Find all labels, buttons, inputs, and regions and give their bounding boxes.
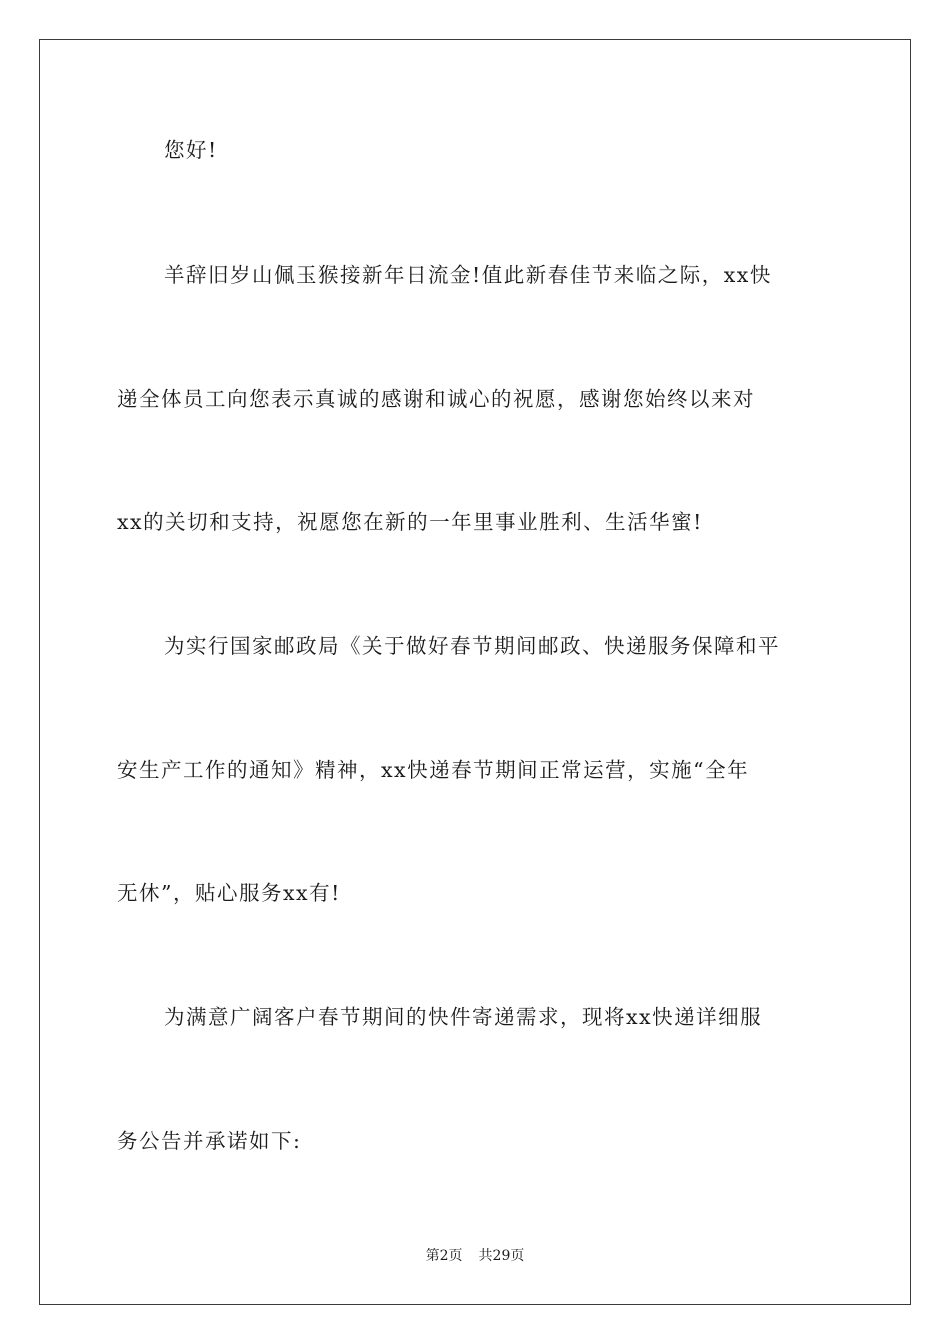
page-frame	[39, 39, 911, 1305]
paragraph-2-line-3: 无休”，贴心服务xx有!	[117, 881, 341, 905]
paragraph-2-line-1: 为实行国家邮政局《关于做好春节期间邮政、快递服务保障和平	[164, 634, 780, 658]
paragraph-3-line-1: 为满意广阔客户春节期间的快件寄递需求，现将xx快递详细服	[164, 1005, 763, 1029]
paragraph-1-line-2: 递全体员工向您表示真诚的感谢和诚心的祝愿，感谢您始终以来对	[117, 387, 755, 411]
page-total: 共29页	[478, 1248, 525, 1264]
paragraph-1-line-3: xx的关切和支持，祝愿您在新的一年里事业胜利、生活华蜜!	[117, 510, 703, 534]
paragraph-1-line-1: 羊辞旧岁山佩玉猴接新年日流金!值此新春佳节来临之际，xx快	[164, 263, 772, 287]
page-number: 第2页	[425, 1248, 463, 1264]
paragraph-2-line-2: 安生产工作的通知》精神，xx快递春节期间正常运营，实施“全年	[117, 758, 750, 782]
greeting-line: 您好!	[164, 138, 218, 162]
paragraph-3-line-2: 务公告并承诺如下:	[117, 1129, 302, 1153]
page-footer	[0, 1246, 950, 1266]
